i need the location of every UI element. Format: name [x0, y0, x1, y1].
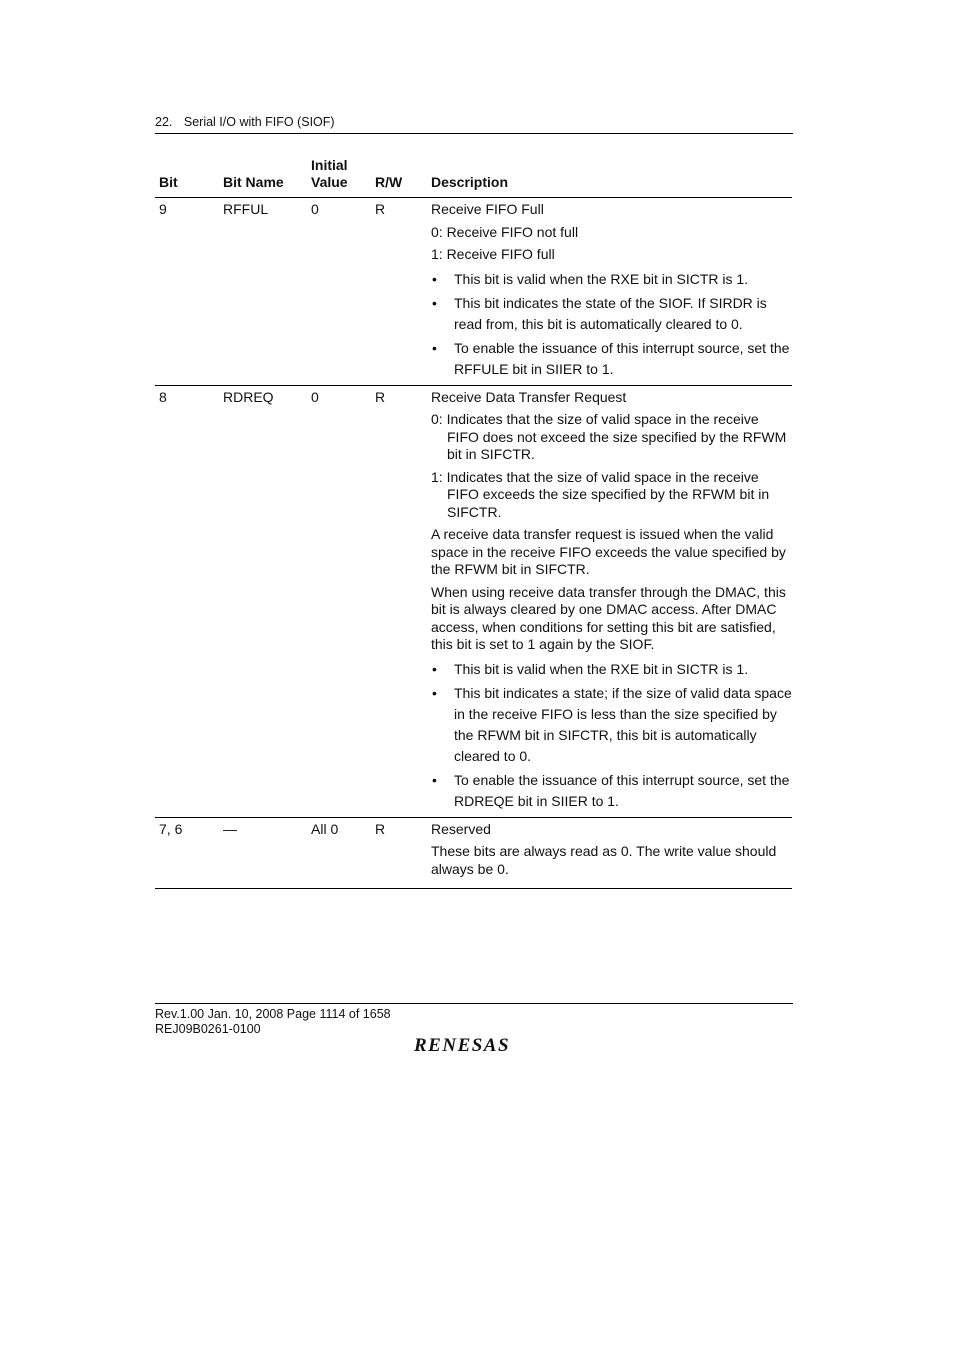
bullet-text: This bit indicates a state; if the size of valid data space in the receive FIFO is less than the size specified by the RFWM bit in SIFCTR, this bit is automatically cleared to 0. [454, 684, 792, 764]
section-title: Serial I/O with FIFO (SIOF) [183, 115, 335, 129]
cell-initial: All 0 [307, 817, 371, 889]
bullet-glyph: • [432, 294, 437, 311]
table-header-row [155, 157, 792, 198]
description-title: Receive Data Transfer Request [431, 388, 627, 405]
value-line: 0: Receive FIFO not full [431, 223, 579, 240]
bullet-text: To enable the issuance of this interrupt source, set the RFFULE bit in SIIER to 1. [454, 339, 790, 377]
cell-initial: 0 [307, 198, 371, 386]
renesas-logo-text: RENESAS [414, 1035, 511, 1055]
description-paragraph: These bits are always read as 0. The write value should always be 0. [431, 843, 777, 877]
cell-description [427, 385, 792, 817]
bullet-glyph: • [432, 339, 437, 356]
cell-rw: R [371, 385, 427, 817]
bullet-text: This bit is valid when the RXE bit in SICTR is 1. [454, 660, 749, 677]
page-header [155, 115, 793, 134]
description-paragraph: When using receive data transfer through the DMAC, this bit is always cleared by one DMAC access. After DMAC access, when conditions for setting this bit are satisfied, this bit is set to 1 again by the SIOF. [431, 583, 786, 652]
description-paragraph: A receive data transfer request is issued when the valid space in the receive FIFO exceeds the value specified by the RFWM bit in SIFCTR. [431, 526, 786, 577]
register-bit-table [155, 157, 792, 889]
bullet-text: This bit is valid when the RXE bit in SICTR is 1. [454, 270, 749, 287]
bullet-item [431, 338, 792, 380]
table-row [155, 198, 792, 386]
col-header-bit-name: Bit Name [219, 157, 307, 198]
cell-description [427, 817, 792, 889]
cell-initial: 0 [307, 385, 371, 817]
col-header-bit: Bit [155, 157, 219, 198]
cell-bit-name: — [219, 817, 307, 889]
value-line: 1: Receive FIFO full [431, 246, 555, 262]
bullet-glyph: • [432, 684, 437, 701]
cell-bit-name: RFFUL [219, 198, 307, 386]
bullet-glyph: • [432, 270, 437, 287]
description-title: Receive FIFO Full [431, 201, 544, 217]
bullet-item [431, 293, 792, 335]
cell-description [427, 198, 792, 386]
value-line: 0: Indicates that the size of valid space in the receive FIFO does not exceed the size specified by the RFWM bit in SIFCTR. [431, 411, 787, 462]
document-code: REJ09B0261-0100 [155, 1022, 261, 1036]
cell-bit: 9 [155, 198, 219, 386]
bullet-item [431, 659, 792, 680]
col-header-rw: R/W [371, 157, 427, 198]
description-title: Reserved [431, 820, 491, 837]
table-row [155, 817, 792, 889]
cell-bit-name: RDREQ [219, 385, 307, 817]
page-footer [155, 1003, 793, 1037]
bullet-text: This bit indicates the state of the SIOF. If SIRDR is read from, this bit is automatically cleared to 0. [454, 294, 767, 332]
cell-rw: R [371, 198, 427, 386]
bullet-list [431, 269, 792, 380]
bullet-item [431, 770, 792, 812]
col-header-initial-value [307, 157, 371, 198]
bullet-glyph: • [432, 660, 437, 677]
col-header-description: Description [427, 157, 792, 198]
table-row [155, 385, 792, 817]
bullet-item [431, 269, 792, 290]
value-line: 1: Indicates that the size of valid space in the receive FIFO exceeds the size specified by the RFWM bit in SIFCTR. [431, 468, 770, 520]
cell-bit: 8 [155, 385, 219, 817]
bullet-glyph: • [432, 771, 437, 788]
revision-info: Rev.1.00 Jan. 10, 2008 Page 1114 of 1658 [155, 1007, 391, 1021]
col-header-initial-line1: Initial [311, 157, 348, 173]
section-number: 22. [155, 115, 173, 129]
cell-bit: 7, 6 [155, 817, 219, 889]
col-header-initial-line2: Value [311, 174, 348, 190]
renesas-logo [412, 1033, 534, 1055]
bullet-item [431, 683, 792, 767]
cell-rw: R [371, 817, 427, 889]
bullet-text: To enable the issuance of this interrupt source, set the RDREQE bit in SIIER to 1. [454, 771, 790, 809]
bullet-list [431, 659, 792, 812]
